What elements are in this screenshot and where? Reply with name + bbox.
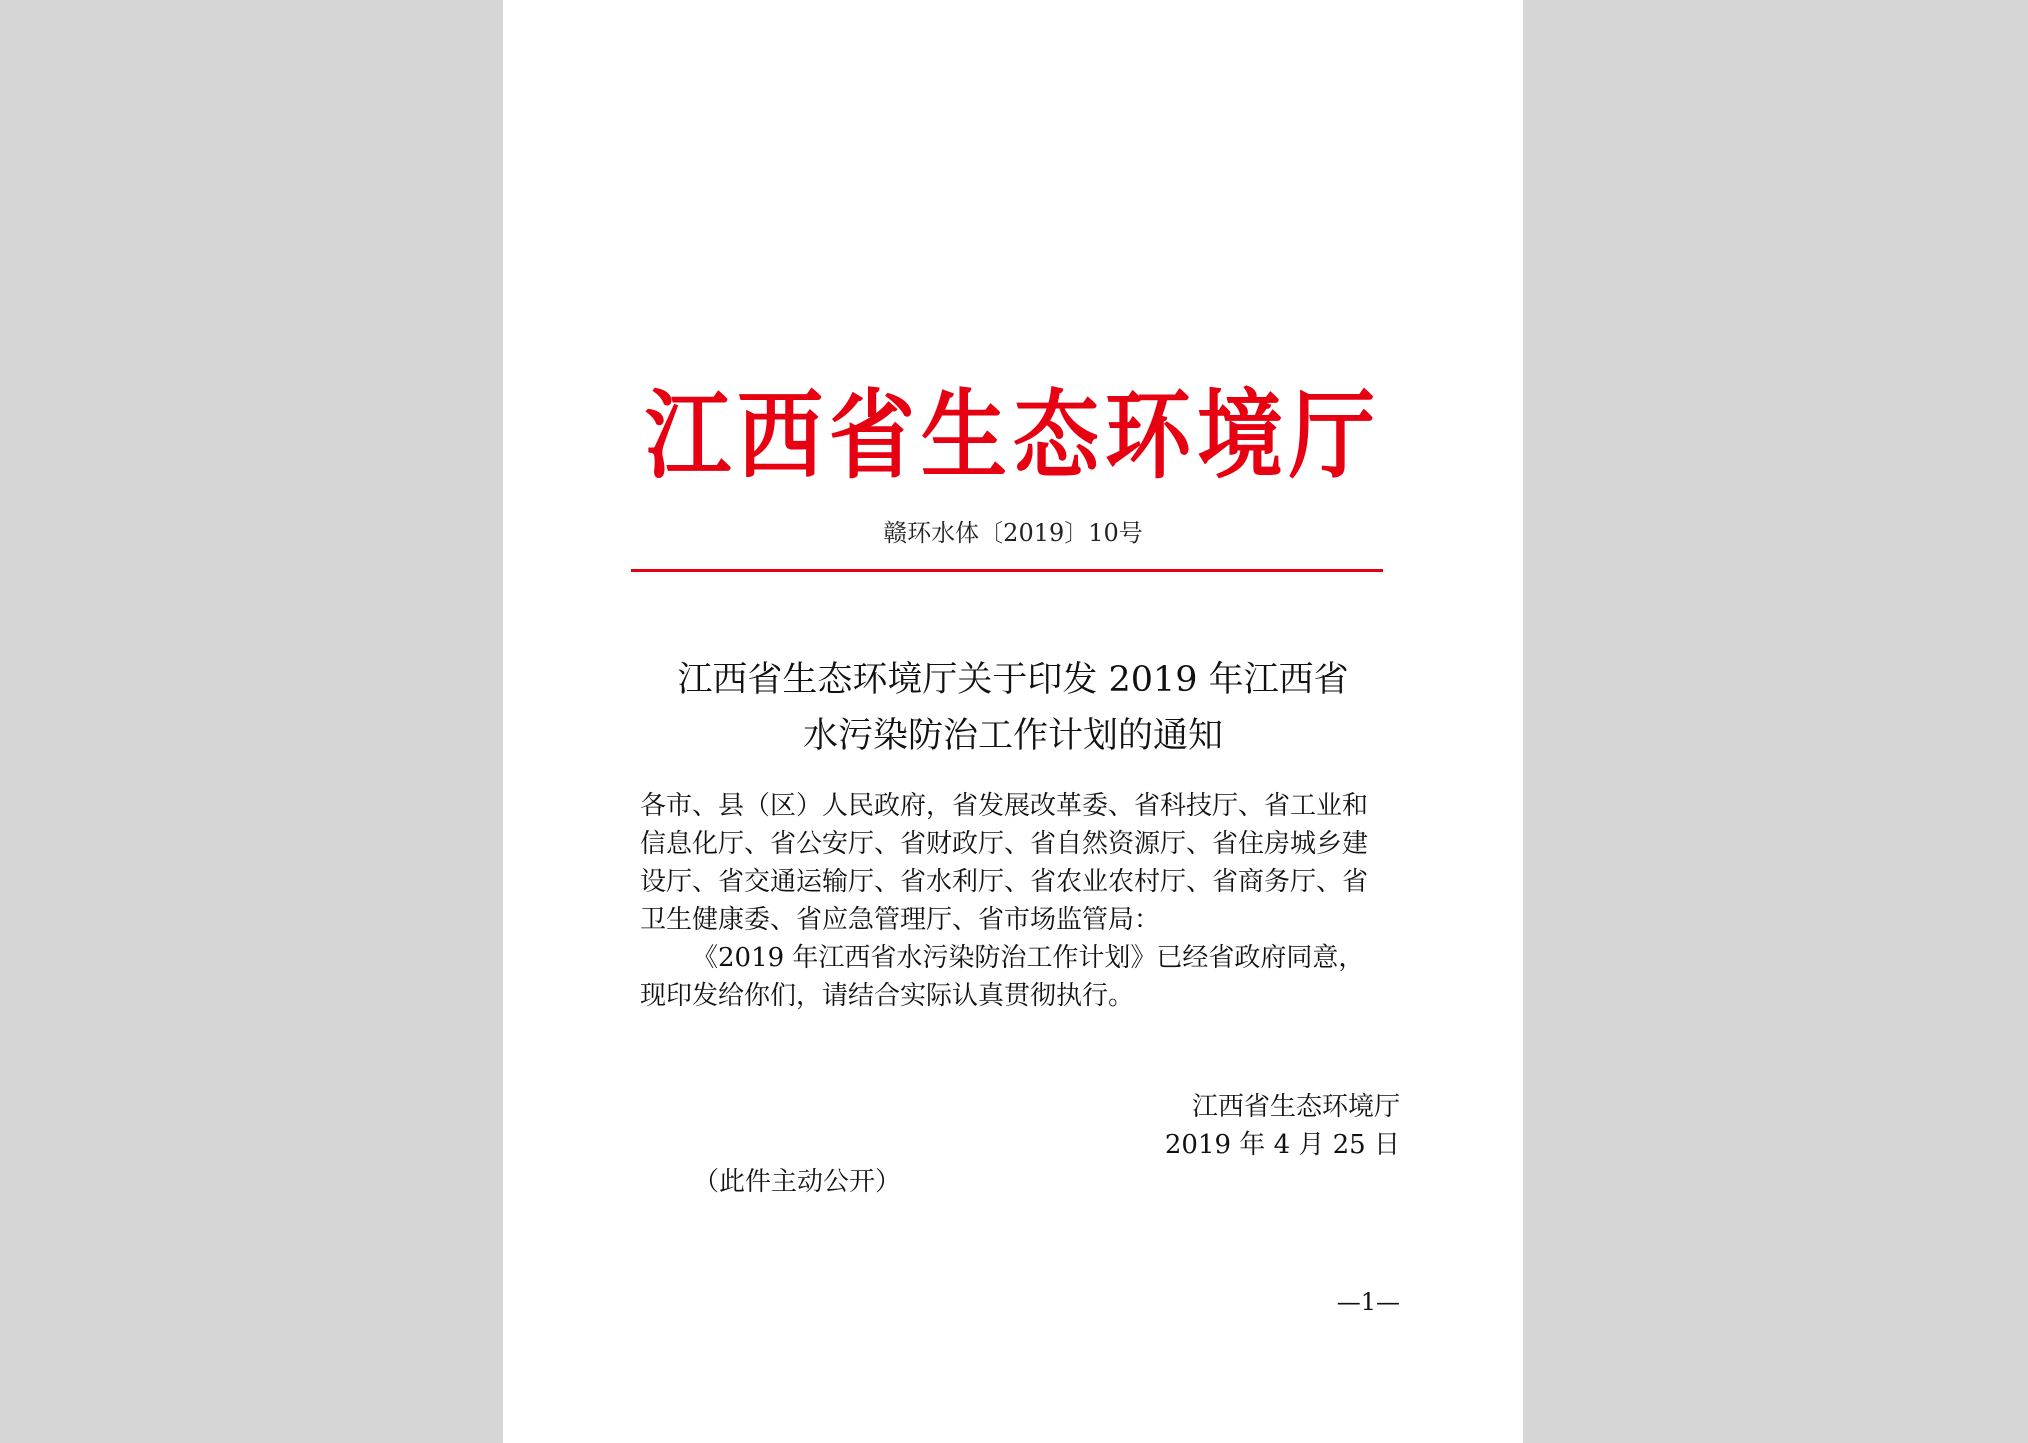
addressee-line-3: 设厅、省交通运输厅、省水利厅、省农业农村厅、省商务厅、省 (640, 867, 1369, 897)
body-paragraph-line-1: 《2019 年江西省水污染防治工作计划》已经省政府同意， (692, 943, 1365, 973)
title-line-1: 江西省生态环境厅关于印发 2019 年江西省 (677, 660, 1349, 700)
issuer-name: 江西省生态环境厅 (1191, 1092, 1400, 1122)
body-paragraph-line-2: 现印发给你们，请结合实际认真贯彻执行。 (640, 981, 1135, 1011)
document-body (640, 787, 1400, 1015)
addressee-line-2: 信息化厅、省公安厅、省财政厅、省自然资源厅、省住房城乡建 (640, 829, 1369, 859)
addressee-line-1: 各市、县（区）人民政府，省发展改革委、省科技厅、省工业和 (640, 791, 1369, 821)
document-page (503, 0, 1523, 1443)
addressee-line-4: 卫生健康委、省应急管理厅、省市场监管局： (640, 905, 1161, 935)
page-number: —1— (1336, 1288, 1400, 1316)
document-title (503, 652, 1523, 764)
red-divider-line (631, 569, 1383, 572)
signature-block (1165, 1088, 1400, 1164)
agency-red-header: 江西省生态环境厅 (645, 379, 1381, 493)
document-number: 赣环水体〔2019〕10号 (883, 519, 1143, 547)
issue-date: 2019 年 4 月 25 日 (1164, 1130, 1400, 1160)
title-line-2: 水污染防治工作计划的通知 (802, 716, 1223, 756)
disclosure-note: （此件主动公开） (693, 1167, 902, 1197)
